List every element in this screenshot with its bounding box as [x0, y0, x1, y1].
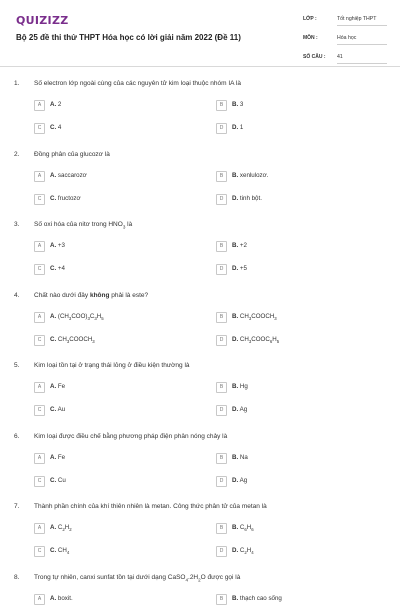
question-number: 3.: [14, 221, 20, 228]
option-value: Au: [56, 406, 66, 413]
option-text: [50, 406, 65, 413]
option-value: +4: [56, 265, 65, 272]
meta-label: SỐ CÂU :: [303, 54, 326, 60]
option-value: 1: [238, 124, 244, 131]
option-text: [50, 101, 61, 108]
option-text: [50, 336, 95, 343]
option-letter: A.: [50, 524, 57, 531]
option-badge: C: [34, 123, 45, 134]
option-letter: D.: [232, 124, 239, 131]
option-badge: D: [216, 194, 227, 205]
option-value: tinh bột.: [238, 194, 262, 202]
meta-label: MÔN :: [303, 35, 318, 41]
option-value: thạch cao sống: [238, 594, 282, 602]
option-text: [232, 336, 279, 343]
option-letter: D.: [232, 265, 239, 272]
option-text: [50, 524, 72, 531]
question-text: Kim loại được điều chế bằng phương pháp điện phân nóng chảy là: [34, 432, 228, 440]
meta-value: Tốt nghiệp THPT: [337, 16, 387, 26]
question-number: 7.: [14, 503, 20, 510]
option-letter: C.: [50, 476, 57, 484]
option-value: fructozơ: [56, 194, 81, 202]
option-value: $CH_4$: [56, 547, 70, 556]
option-letter: D.: [232, 406, 239, 413]
option-badge: D: [216, 335, 227, 346]
option-letter: B.: [232, 594, 239, 602]
meta-row-subject: [303, 32, 387, 51]
option-text: [232, 313, 277, 320]
option-badge: D: [216, 546, 227, 557]
option-badge: B: [216, 382, 227, 393]
question-number: 4.: [14, 291, 20, 299]
option-badge: A: [34, 312, 45, 323]
option-badge: B: [216, 594, 227, 605]
option-badge: C: [34, 335, 45, 346]
meta-label: LỚP :: [303, 16, 317, 22]
option-letter: C.: [50, 124, 57, 131]
option-letter: D.: [232, 476, 239, 484]
option-badge: B: [216, 453, 227, 464]
option-letter: B.: [232, 453, 239, 461]
worksheet-title: Bộ 25 đề thi thử THPT Hóa học có lời giải năm 2022 (Đề 11): [16, 33, 241, 42]
option-value: $C_2H_2$: [56, 524, 72, 533]
option-letter: B.: [232, 101, 239, 108]
option-badge: B: [216, 523, 227, 534]
option-badge: D: [216, 264, 227, 275]
option-text: [232, 242, 247, 249]
option-badge: B: [216, 100, 227, 111]
meta-panel: [303, 13, 387, 70]
option-badge: A: [34, 241, 45, 252]
option-text: [232, 383, 248, 390]
option-text: [50, 195, 81, 202]
option-text: [50, 477, 66, 484]
option-text: [232, 524, 254, 531]
option-value: 3: [238, 101, 244, 108]
option-letter: C.: [50, 547, 57, 554]
question-text: Số oxi hóa của nitơ trong $HNO_3$ là: [34, 221, 133, 230]
option-letter: D.: [232, 547, 239, 554]
option-badge: A: [34, 100, 45, 111]
option-text: [50, 124, 61, 131]
option-badge: B: [216, 171, 227, 182]
option-value: $(CH_3COO)_3C_3H_5$: [56, 312, 104, 321]
option-text: [232, 454, 248, 461]
option-value: boxit.: [56, 594, 73, 602]
option-letter: B.: [232, 242, 239, 249]
option-letter: B.: [232, 383, 239, 390]
question-text: Thành phần chính của khí thiên nhiên là metan. Công thức phân tử của metan là: [34, 503, 267, 510]
option-badge: C: [34, 264, 45, 275]
option-badge: A: [34, 171, 45, 182]
option-value: xenlulozơ.: [238, 171, 269, 179]
option-letter: C.: [50, 335, 57, 343]
option-value: 4: [56, 124, 62, 131]
option-value: Na: [238, 453, 248, 461]
option-badge: C: [34, 546, 45, 557]
option-text: [232, 265, 247, 272]
option-text: [50, 265, 65, 272]
option-badge: A: [34, 453, 45, 464]
option-letter: B.: [232, 312, 239, 320]
option-text: [232, 124, 243, 131]
option-letter: A.: [50, 101, 57, 108]
option-text: [232, 195, 262, 202]
option-letter: C.: [50, 406, 57, 413]
meta-row-class: [303, 13, 387, 32]
question-number: 6.: [14, 432, 20, 440]
question-number: 1.: [14, 80, 20, 87]
option-letter: D.: [232, 194, 239, 202]
option-value: $C_2H_4$: [238, 547, 254, 556]
option-text: [232, 595, 282, 602]
option-text: [50, 547, 69, 554]
option-text: [50, 595, 73, 602]
option-text: [50, 242, 65, 249]
option-text: [50, 383, 65, 390]
option-badge: A: [34, 382, 45, 393]
option-badge: B: [216, 312, 227, 323]
question-number: 8.: [14, 573, 20, 581]
option-value: Fe: [56, 453, 66, 461]
option-text: [232, 101, 243, 108]
option-text: [232, 172, 268, 179]
option-value: saccarozơ: [56, 171, 87, 179]
option-text: [50, 313, 104, 320]
question-text: Chất nào dưới đây không phải là este?: [34, 291, 149, 299]
option-letter: A.: [50, 171, 57, 179]
option-badge: A: [34, 523, 45, 534]
question-text: Đồng phân của glucozơ là: [34, 150, 110, 158]
option-letter: A.: [50, 594, 57, 602]
option-value: +5: [238, 265, 247, 272]
option-value: Hg: [238, 383, 248, 390]
option-text: [232, 477, 247, 484]
question-text: Trong tự nhiên, canxi sunfat tồn tại dưới dạng $CaSO_4.2H_2O$ được gọi là: [34, 573, 241, 582]
option-text: [50, 454, 65, 461]
option-badge: B: [216, 241, 227, 252]
option-value: +2: [238, 242, 247, 249]
option-value: +3: [56, 242, 65, 249]
option-letter: B.: [232, 171, 239, 179]
option-letter: A.: [50, 383, 57, 390]
option-value: Cu: [56, 476, 66, 484]
option-value: Ag: [238, 406, 248, 413]
option-letter: A.: [50, 242, 57, 249]
option-letter: D.: [232, 335, 239, 343]
option-text: [50, 172, 87, 179]
option-value: $CH_3COOC_6H_5$: [238, 335, 280, 344]
option-letter: B.: [232, 524, 239, 531]
option-text: [232, 547, 254, 554]
question-text: Số electron lớp ngoài cùng của các nguyên tử kim loại thuộc nhóm IA là: [34, 80, 241, 87]
meta-value: 41: [337, 54, 387, 64]
question-text: Kim loại tồn tại ở trạng thái lỏng ở điều kiện thường là: [34, 362, 190, 369]
quizizz-logo: QUIZIZZ: [16, 14, 69, 27]
option-badge: C: [34, 476, 45, 487]
option-badge: D: [216, 123, 227, 134]
option-value: $CH_3COOCH_3$: [238, 312, 277, 321]
meta-row-question-count: [303, 51, 387, 70]
option-value: Ag: [238, 476, 248, 484]
option-badge: D: [216, 405, 227, 416]
header-divider: [0, 66, 400, 67]
option-badge: C: [34, 405, 45, 416]
option-value: Fe: [56, 383, 66, 390]
meta-value: Hóa học: [337, 35, 387, 45]
option-value: $CH_3COOCH_3$: [56, 335, 95, 344]
question-number: 2.: [14, 150, 20, 158]
option-badge: C: [34, 194, 45, 205]
option-letter: A.: [50, 453, 57, 461]
option-letter: A.: [50, 312, 57, 320]
option-badge: D: [216, 476, 227, 487]
option-badge: A: [34, 594, 45, 605]
option-letter: C.: [50, 194, 57, 202]
option-text: [232, 406, 247, 413]
option-value: 2: [56, 101, 62, 108]
option-letter: C.: [50, 265, 57, 272]
option-value: $C_6H_6$: [238, 524, 254, 533]
question-number: 5.: [14, 362, 20, 369]
